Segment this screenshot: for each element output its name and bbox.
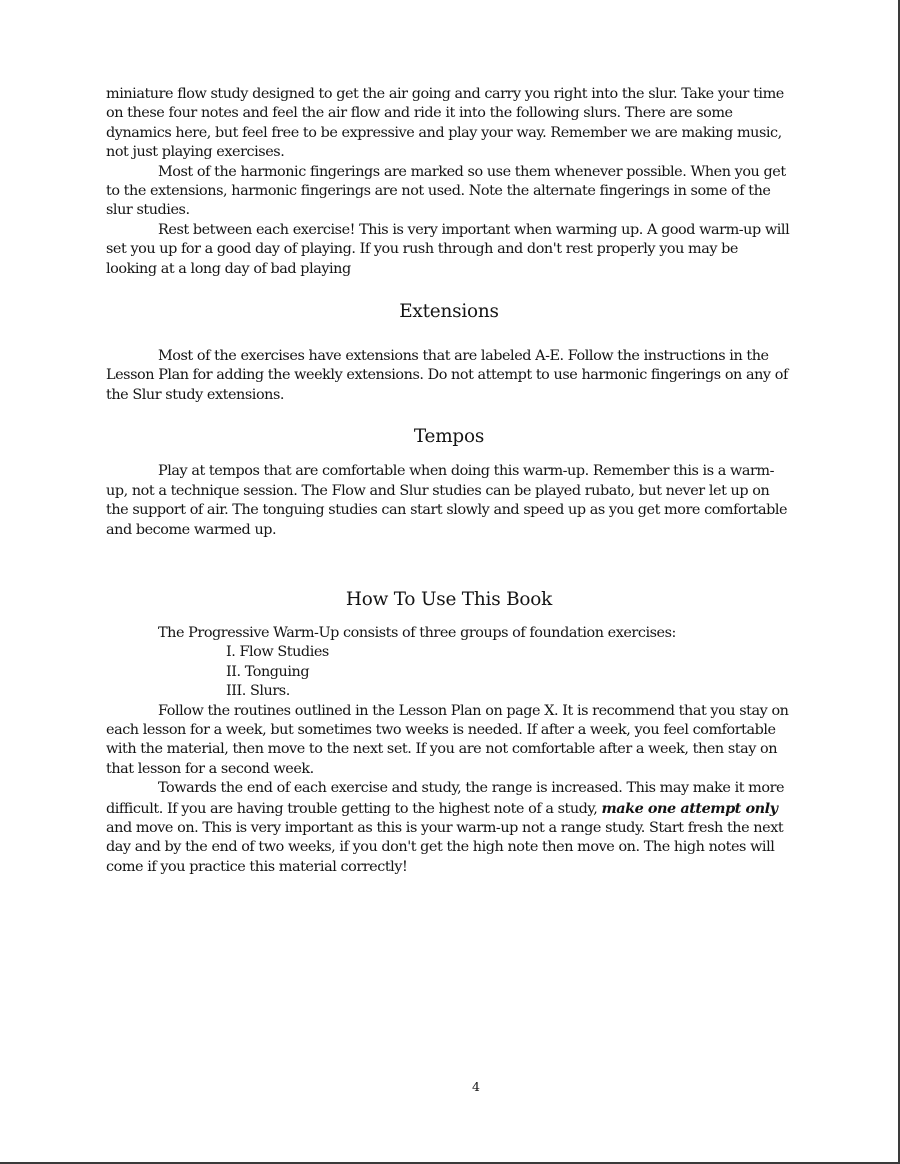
list-item: I. Flow Studies: [226, 644, 329, 661]
list-item: III. Slurs.: [226, 683, 290, 700]
exercise-groups-list: [106, 643, 792, 701]
intro-paragraph-2: Most of the harmonic fingerings are marked so use them whenever possible. When you get to the extensions, harmonic fingerings are not used. Note the alternate fingerings in some of the slur studies.: [106, 163, 786, 219]
intro-paragraph-3: Rest between each exercise! This is very important when warming up. A good warm-up will set you up for a good day of playing. If you rush through and don't rest properly you may be looking at a long day of bad playing: [106, 221, 790, 277]
page-number: 4: [472, 1079, 480, 1094]
paragraph-text-end: and move on. This is very important as this is your warm-up not a range study. Start fresh the next day and by the end of two weeks, if you don't get the high note then move on. The high notes will come if you practice this material correctly!: [106, 819, 784, 875]
tempos-heading: Tempos: [413, 426, 485, 448]
how-to-use-intro: The Progressive Warm-Up consists of three groups of foundation exercises:: [158, 624, 676, 641]
emphasis-text: make one attempt only: [601, 799, 778, 817]
how-to-use-heading: How To Use This Book: [345, 588, 553, 610]
paragraph-text-start: Towards the end of each exercise and study, the range is increased. This may make it more difficult. If you are having trouble getting to the highest note of a study,: [106, 780, 785, 817]
tempos-paragraph: Play at tempos that are comfortable when doing this warm-up. Remember this is a warm-up, not a technique session. The Flow and Slur studies can be played rubato, but never let up on the support of air. The tonguing studies can start slowly and speed up as you get more comfortable and become warmed up.: [106, 463, 788, 538]
extensions-paragraph: Most of the exercises have extensions that are labeled A-E. Follow the instructions in the Lesson Plan for adding the weekly extensions. Do not attempt to use harmonic fingerings on any of the Slur study extensions.: [106, 348, 788, 403]
how-to-use-paragraph-3: [106, 779, 792, 877]
list-item: II. Tonguing: [226, 663, 310, 680]
document-body: [106, 85, 792, 877]
intro-paragraph-1: miniature flow study designed to get the air going and carry you right into the slur. Take your time on these four notes and feel the air flow and ride it into the following slurs. There are some dynamics here, but feel free to be expressive and play your way. Remember we are making music, not just playing exercises.: [106, 86, 784, 161]
how-to-use-paragraph-2: Follow the routines outlined in the Lesson Plan on page X. It is recommend that you stay on each lesson for a week, but sometimes two weeks is needed. If after a week, you feel comfortable with the material, then move to the next set. If you are not comfortable after a week, then stay on that lesson for a second week.: [106, 702, 789, 777]
extensions-heading: Extensions: [399, 301, 499, 323]
